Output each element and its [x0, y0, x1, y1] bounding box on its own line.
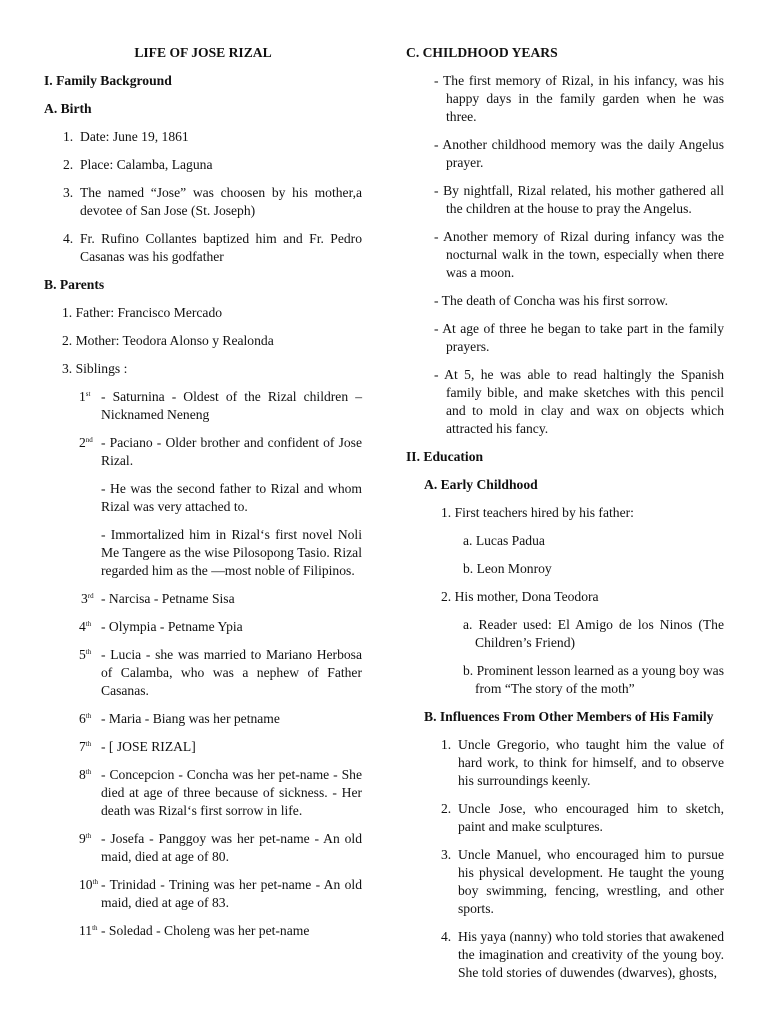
sibling-text: - Josefa - Panggoy was her pet-name - An old maid, died at age of 80.	[101, 831, 362, 864]
sibling-text: - Soledad - Choleng was her pet-name	[101, 923, 310, 938]
childhood-item: - Another childhood memory was the daily Angelus prayer.	[434, 137, 724, 170]
childhood-item: - By nightfall, Rizal related, his mother gathered all the children at the house to pray the Angelus.	[434, 183, 724, 216]
section-education: II. Education	[406, 449, 484, 464]
item-number: 3.	[63, 185, 74, 200]
document-title: LIFE OF JOSE RIZAL	[134, 45, 272, 60]
siblings-list	[44, 388, 362, 940]
sibling-text: - Saturnina - Oldest of the Rizal children – Nicknamed Neneng	[101, 389, 362, 422]
sibling-ordinal: 5th	[79, 647, 92, 662]
teachers-intro: 1. First teachers hired by his father:	[441, 505, 634, 520]
sibling-ordinal: 9th	[79, 831, 92, 846]
influence-item	[441, 800, 724, 836]
sibling-item	[79, 766, 362, 820]
sibling-item	[79, 710, 362, 728]
sibling-text: - Olympia - Petname Ypia	[101, 619, 243, 634]
birth-list	[44, 128, 362, 266]
sibling-ordinal: 4th	[79, 619, 92, 634]
paciano-note: - Immortalized him in Rizal‘s first novel Noli Me Tangere as the wise Pilosopong Tasio. Rizal regarded him as the ―most noble of Filipinos.	[101, 527, 362, 578]
teacher-item: a. Lucas Padua	[463, 533, 545, 548]
left-column	[44, 44, 362, 950]
sibling-item	[79, 434, 362, 470]
mother-item: b. Prominent lesson learned as a young boy was from “The story of the moth”	[463, 663, 724, 696]
sibling-text: - Lucia - she was married to Mariano Herbosa of Calamba, who was a nephew of Father Casanas.	[101, 647, 362, 698]
childhood-item: - The first memory of Rizal, in his infancy, was his happy days in the family garden when he was three.	[434, 73, 724, 124]
influence-item	[441, 846, 724, 918]
item-number: 2.	[63, 157, 74, 172]
childhood-item: - The death of Concha was his first sorrow.	[434, 293, 669, 308]
teacher-item: b. Leon Monroy	[463, 561, 552, 576]
influence-item	[441, 928, 724, 982]
item-number: 1.	[63, 129, 74, 144]
sibling-text: - Concepcion - Concha was her pet-name - She died at age of three because of sickness. - Her death was Rizal‘s first sorrow in life.	[101, 767, 362, 818]
sibling-item	[79, 388, 362, 424]
sibling-text: - [ JOSE RIZAL]	[101, 739, 196, 754]
childhood-item: - At age of three he began to take part in the family prayers.	[434, 321, 724, 354]
birth-item	[63, 184, 362, 220]
heading-influences: B. Influences From Other Members of His Family	[424, 709, 714, 724]
mother-list	[441, 616, 724, 698]
heading-early-childhood: A. Early Childhood	[424, 477, 538, 492]
section-family-background: I. Family Background	[44, 73, 172, 88]
sibling-item	[79, 646, 362, 700]
sibling-ordinal: 8th	[79, 767, 92, 782]
childhood-list	[406, 72, 724, 438]
birth-item	[63, 230, 362, 266]
heading-parents: B. Parents	[44, 277, 105, 292]
item-text: Place: Calamba, Laguna	[80, 157, 213, 172]
paciano-note: - He was the second father to Rizal and whom Rizal was very attached to.	[101, 481, 362, 514]
sibling-text: - Narcisa - Petname Sisa	[101, 591, 235, 606]
item-text: Date: June 19, 1861	[80, 129, 189, 144]
sibling-item	[79, 738, 362, 756]
influence-item	[441, 736, 724, 790]
heading-birth: A. Birth	[44, 101, 92, 116]
mother-intro: 2. His mother, Dona Teodora	[441, 589, 599, 604]
heading-childhood-years: C. CHILDHOOD YEARS	[406, 45, 558, 60]
parents-list	[44, 304, 362, 378]
sibling-item	[79, 590, 362, 608]
item-number: 2.	[441, 801, 452, 816]
paciano-notes	[79, 480, 362, 580]
sibling-ordinal: 7th	[79, 739, 92, 754]
teachers-list	[441, 532, 724, 578]
sibling-text: - Paciano - Older brother and confident of Jose Rizal.	[101, 435, 362, 468]
sibling-item	[79, 922, 362, 940]
sibling-ordinal: 3rd	[81, 591, 94, 606]
item-text: Uncle Jose, who encouraged him to sketch, paint and make sculptures.	[458, 801, 724, 834]
item-number: 4.	[441, 929, 452, 944]
item-text: Fr. Rufino Collantes baptized him and Fr. Pedro Casanas was his godfather	[80, 231, 362, 264]
parents-item: 3. Siblings :	[62, 361, 128, 376]
sibling-ordinal: 6th	[79, 711, 92, 726]
sibling-ordinal: 10th	[79, 877, 99, 892]
item-number: 1.	[441, 737, 452, 752]
parents-item: 1. Father: Francisco Mercado	[62, 305, 223, 320]
birth-item	[63, 128, 362, 146]
sibling-ordinal: 11th	[79, 923, 98, 938]
item-text: Uncle Manuel, who encouraged him to pursue his physical development. He taught the young boy swimming, fencing, wrestling, and other sports.	[458, 847, 724, 916]
sibling-ordinal: 1st	[79, 389, 91, 404]
teachers-block	[406, 504, 724, 698]
item-text: Uncle Gregorio, who taught him the value of hard work, to think for himself, and to observe his surroundings keenly.	[458, 737, 724, 788]
sibling-item	[79, 876, 362, 912]
item-number: 4.	[63, 231, 74, 246]
sibling-text: - Trinidad - Trining was her pet-name - An old maid, died at age of 83.	[101, 877, 362, 910]
sibling-item	[79, 618, 362, 636]
item-text: The named “Jose” was choosen by his mother,a devotee of San Jose (St. Joseph)	[80, 185, 362, 218]
parents-item: 2. Mother: Teodora Alonso y Realonda	[62, 333, 274, 348]
sibling-ordinal: 2nd	[79, 435, 93, 450]
sibling-text: - Maria - Biang was her petname	[101, 711, 280, 726]
mother-item: a. Reader used: El Amigo de los Ninos (The Children’s Friend)	[463, 617, 724, 650]
item-number: 3.	[441, 847, 452, 862]
sibling-item	[79, 830, 362, 866]
influences-list	[406, 736, 724, 982]
birth-item	[63, 156, 362, 174]
childhood-item: - At 5, he was able to read haltingly the Spanish family bible, and make sketches with this pencil and to mold in clay and wax on objects which attracted his fancy.	[434, 367, 724, 436]
right-column	[406, 44, 724, 992]
childhood-item: - Another memory of Rizal during infancy was the nocturnal walk in the town, especially when there was a moon.	[434, 229, 724, 280]
item-text: His yaya (nanny) who told stories that awakened the imagination and creativity of the young boy. She told stories of duwendes (dwarves), ghosts,	[458, 929, 724, 980]
